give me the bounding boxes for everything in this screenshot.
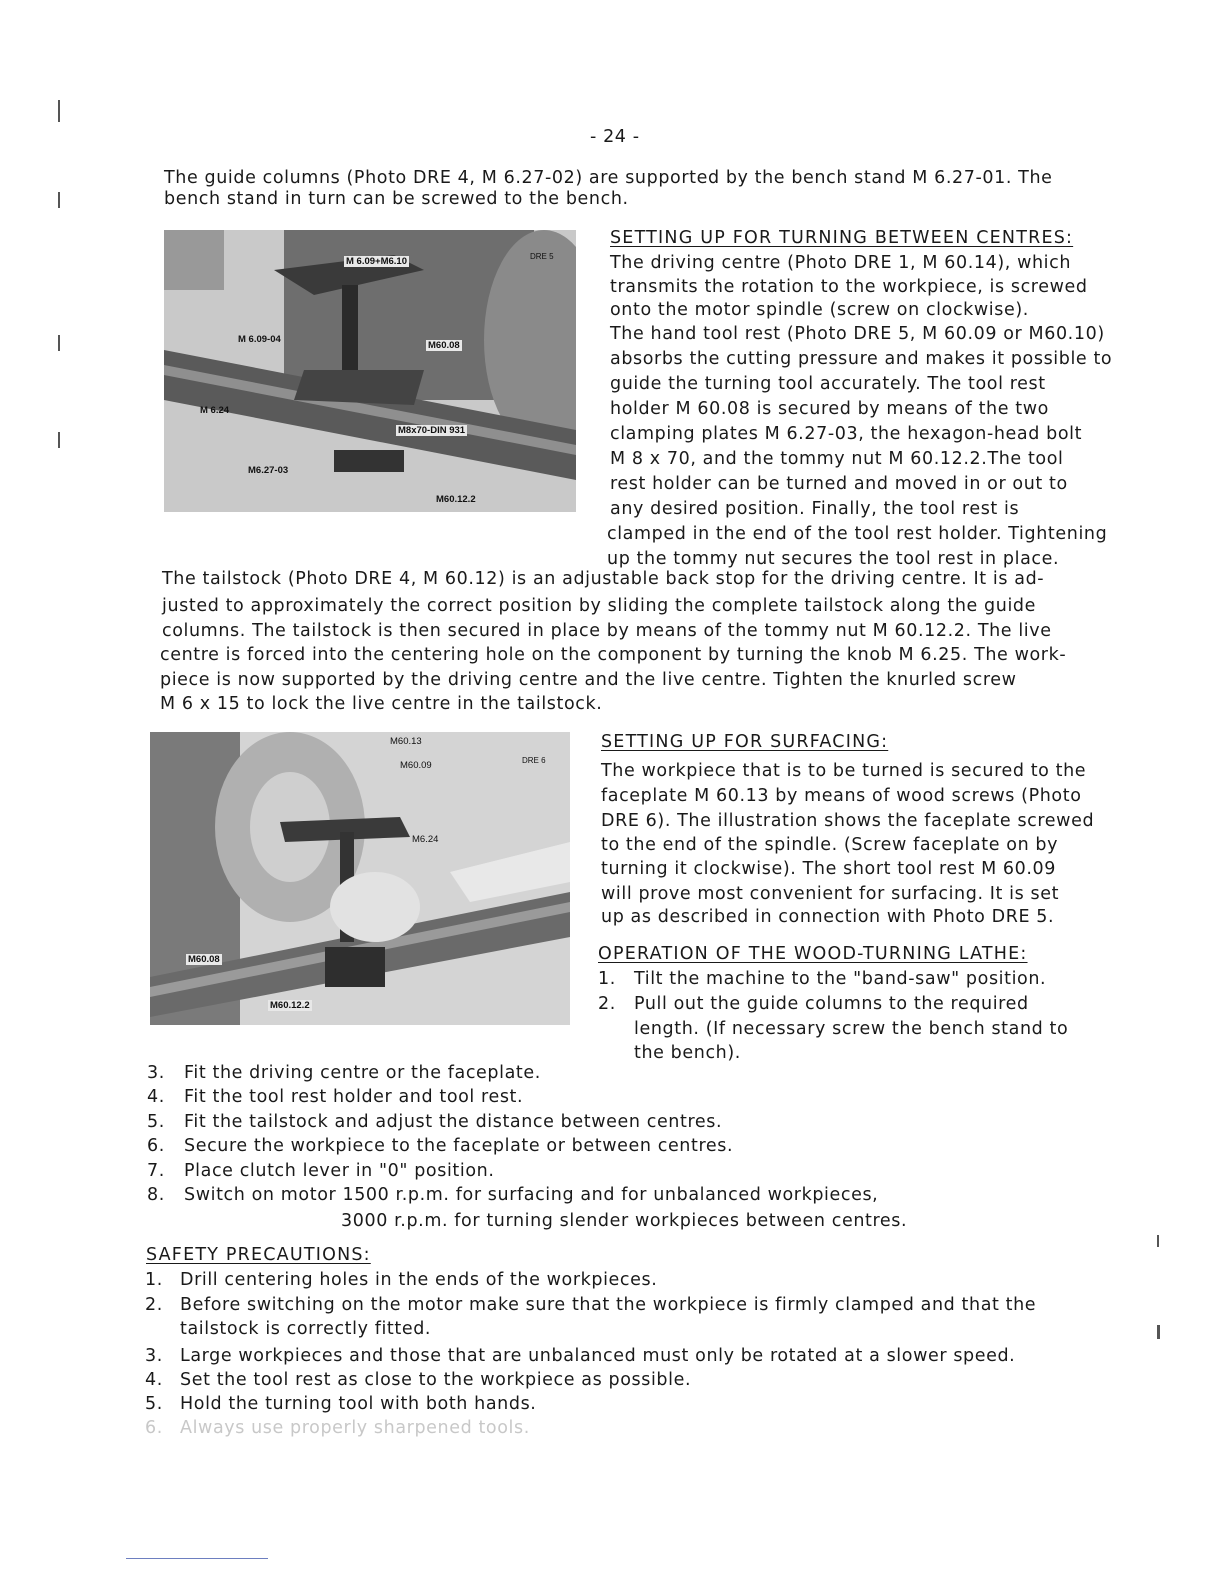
operation-step-number: 3. [147, 1063, 165, 1083]
operation-step-text: Secure the workpiece to the faceplate or between centres. [184, 1136, 734, 1156]
centres-line: clamping plates M 6.27-03, the hexagon-head bolt [610, 424, 1083, 444]
surfacing-line: turning it clockwise). The short tool rest M 60.09 [601, 859, 1057, 879]
safety-item-text: Large workpieces and those that are unbalanced must only be rotated at a slower speed. [180, 1346, 1016, 1366]
safety-item-text: Set the tool rest as close to the workpiece as possible. [180, 1370, 692, 1390]
photo-label: M60.09 [400, 760, 432, 771]
operation-step-text: Pull out the guide columns to the required [634, 994, 1029, 1014]
binding-mark [58, 335, 60, 351]
photo-label: M6.27-03 [248, 465, 289, 476]
operation-step-text: the bench). [634, 1043, 741, 1063]
centres-line: absorbs the cutting pressure and makes it possible to [610, 349, 1113, 369]
surfacing-line: will prove most convenient for surfacing. It is set [601, 884, 1060, 904]
photo-tag: DRE 5 [530, 252, 554, 261]
photo-dre6-illustration [150, 732, 570, 1025]
safety-item-number: 5. [145, 1394, 163, 1414]
centres-line: holder M 60.08 is secured by means of the two [610, 399, 1049, 419]
centres-line: The hand tool rest (Photo DRE 5, M 60.09 or M60.10) [610, 324, 1105, 344]
intro-line: bench stand in turn can be screwed to the bench. [164, 189, 629, 209]
operation-step-text: Fit the tool rest holder and tool rest. [184, 1087, 524, 1107]
page-number: - 24 - [590, 127, 640, 147]
safety-item-text: Hold the turning tool with both hands. [180, 1394, 537, 1414]
safety-item-number: 4. [145, 1370, 163, 1390]
photo-tag: DRE 6 [522, 756, 546, 765]
safety-item-number: 2. [145, 1295, 163, 1315]
photo-label: M 6.09+M6.10 [346, 256, 407, 267]
edge-mark [1157, 1235, 1159, 1247]
tailstock-line: M 6 x 15 to lock the live centre in the tailstock. [160, 694, 603, 714]
operation-step-text: Switch on motor 1500 r.p.m. for surfacing and for unbalanced workpieces, [184, 1185, 879, 1205]
photo-label: M6.24 [412, 834, 439, 845]
operation-step-text: Fit the driving centre or the faceplate. [184, 1063, 541, 1083]
tailstock-line: justed to approximately the correct position by sliding the complete tailstock along the guide [162, 596, 1036, 616]
tailstock-line: centre is forced into the centering hole on the component by turning the knob M 6.25. The work- [160, 645, 1067, 665]
operation-step-text: Place clutch lever in "0" position. [184, 1161, 495, 1181]
section-heading-safety: SAFETY PRECAUTIONS: [146, 1245, 371, 1265]
intro-line: The guide columns (Photo DRE 4, M 6.27-02) are supported by the bench stand M 6.27-01. The [164, 168, 1053, 188]
centres-line: clamped in the end of the tool rest holder. Tightening [607, 524, 1108, 544]
safety-item-number: 6. [145, 1418, 163, 1438]
photo-label: M60.12.2 [270, 1000, 310, 1011]
operation-step-text: Tilt the machine to the "band-saw" position. [634, 969, 1047, 989]
tailstock-line: The tailstock (Photo DRE 4, M 60.12) is an adjustable back stop for the driving centre. It is ad- [162, 569, 1045, 589]
centres-line: transmits the rotation to the workpiece, is screwed [610, 277, 1088, 297]
photo-label: M 6.09-04 [238, 334, 281, 345]
surfacing-line: faceplate M 60.13 by means of wood screws (Photo [601, 786, 1082, 806]
centres-line: M 8 x 70, and the tommy nut M 60.12.2.The tool [610, 449, 1064, 469]
photo-label: M60.13 [390, 736, 422, 747]
section-heading-centres: SETTING UP FOR TURNING BETWEEN CENTRES: [610, 228, 1074, 248]
safety-item-text: Drill centering holes in the ends of the workpieces. [180, 1270, 658, 1290]
operation-step-number: 2. [598, 994, 616, 1014]
surfacing-line: The workpiece that is to be turned is secured to the [601, 761, 1087, 781]
tailstock-line: piece is now supported by the driving centre and the live centre. Tighten the knurled screw [160, 670, 1017, 690]
photo-label: M60.08 [428, 340, 460, 351]
safety-item-number: 3. [145, 1346, 163, 1366]
operation-step-number: 6. [147, 1136, 165, 1156]
operation-step-text: length. (If necessary screw the bench stand to [634, 1019, 1069, 1039]
photo-label: M60.08 [188, 954, 220, 965]
safety-item-text: Always use properly sharpened tools. [180, 1418, 530, 1438]
operation-step-text: Fit the tailstock and adjust the distance between centres. [184, 1112, 723, 1132]
centres-line: any desired position. Finally, the tool rest is [610, 499, 1020, 519]
photo-label: M8x70-DIN 931 [398, 425, 466, 436]
operation-step-text: 3000 r.p.m. for turning slender workpieces between centres. [341, 1211, 908, 1231]
safety-item-text: tailstock is correctly fitted. [180, 1319, 432, 1339]
edge-mark [1157, 1325, 1160, 1339]
centres-line: up the tommy nut secures the tool rest in place. [607, 549, 1060, 569]
surfacing-line: DRE 6). The illustration shows the faceplate screwed [601, 811, 1095, 831]
operation-step-number: 4. [147, 1087, 165, 1107]
operation-step-number: 8. [147, 1185, 165, 1205]
tailstock-line: columns. The tailstock is then secured in place by means of the tommy nut M 60.12.2. The live [162, 621, 1052, 641]
footer-rule [126, 1558, 268, 1559]
photo-dre5-illustration [164, 230, 576, 512]
surfacing-line: up as described in connection with Photo DRE 5. [601, 907, 1055, 927]
photo-dre6 [150, 732, 570, 1025]
section-heading-surfacing: SETTING UP FOR SURFACING: [601, 732, 889, 752]
safety-item-text: Before switching on the motor make sure that the workpiece is firmly clamped and that the [180, 1295, 1037, 1315]
centres-line: The driving centre (Photo DRE 1, M 60.14), which [610, 253, 1072, 273]
operation-step-number: 1. [598, 969, 616, 989]
surfacing-line: to the end of the spindle. (Screw faceplate on by [601, 835, 1059, 855]
operation-step-number: 7. [147, 1161, 165, 1181]
centres-line: onto the motor spindle (screw on clockwise). [610, 300, 1029, 320]
binding-mark [58, 100, 60, 122]
safety-item-number: 1. [145, 1270, 163, 1290]
photo-dre5 [164, 230, 576, 512]
section-heading-operation: OPERATION OF THE WOOD-TURNING LATHE: [598, 944, 1028, 964]
binding-mark [58, 192, 60, 208]
photo-label: M60.12.2 [436, 494, 476, 505]
centres-line: rest holder can be turned and moved in or out to [610, 474, 1068, 494]
photo-label: M 6.24 [200, 405, 230, 416]
binding-mark [58, 432, 60, 448]
operation-step-number: 5. [147, 1112, 165, 1132]
centres-line: guide the turning tool accurately. The tool rest [610, 374, 1046, 394]
